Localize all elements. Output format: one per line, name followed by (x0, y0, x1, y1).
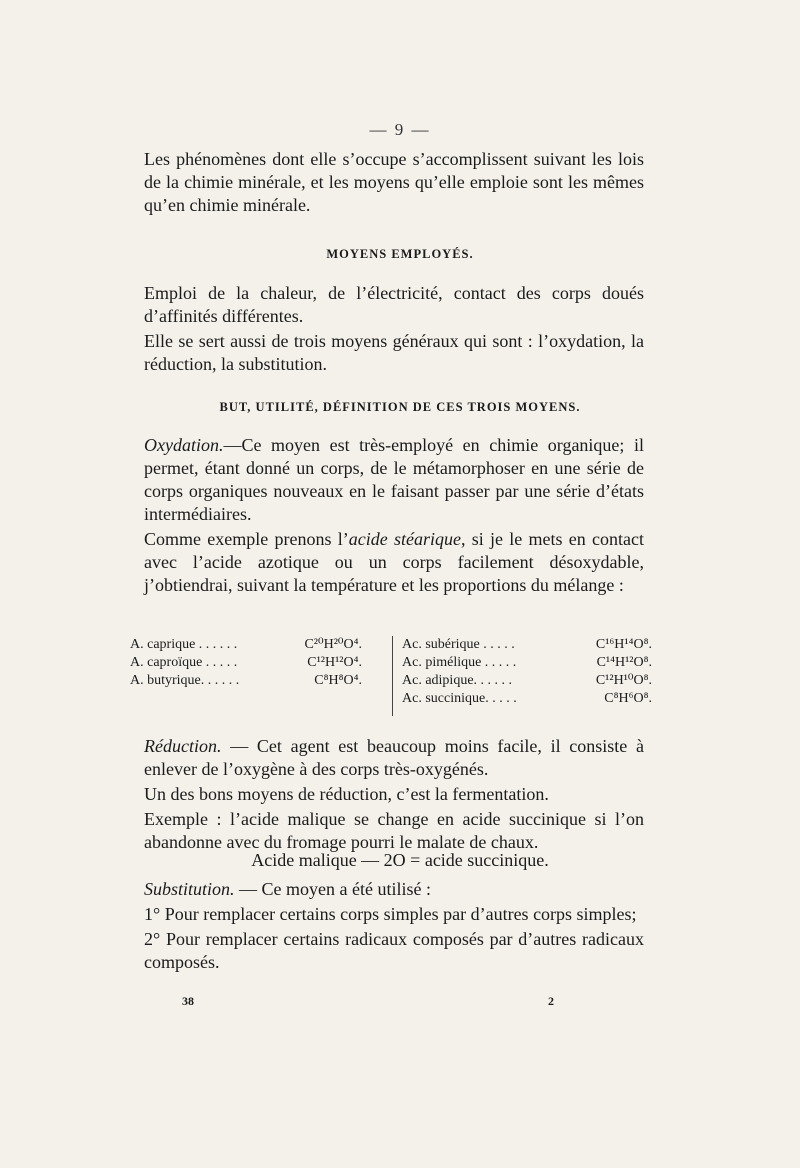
exemple-post: , si je le mets en contact avec l’acide azotique ou un corps facilement désoxydable, j’obtiendrai, suivant la température et les proportions du mélange : (144, 529, 644, 595)
equation-line: Acide malique — 2O = acide succinique. (251, 850, 549, 870)
formula-table (130, 636, 660, 716)
intro-paragraph (144, 148, 644, 217)
substitution-label: Substitution. (144, 879, 235, 899)
formula-row (402, 636, 652, 654)
substitution-section (144, 878, 644, 974)
formula-name: A. caproïque . . . . . (130, 655, 238, 670)
column-divider (392, 636, 393, 716)
reduction-text: — Cet agent est beaucoup moins facile, il consiste à enlever de l’oxygène à des corps très-oxygénés. (144, 736, 644, 779)
signature-number: 38 (182, 994, 194, 1008)
reduction-section (144, 735, 644, 854)
point-1: 1° Pour remplacer certains corps simples par d’autres corps simples; (144, 904, 637, 924)
formula-name: A. caprique . . . . . . (130, 637, 238, 652)
exemple-malique-paragraph: Exemple : l’acide malique se change en acide succinique si l’on abandonne avec du fromage pourri le malate de chaux. (144, 809, 644, 852)
substitution-text: — Ce moyen a été utilisé : (234, 879, 431, 899)
formula-value: C¹²H¹⁰O⁸. (595, 673, 652, 688)
exemple-stearique-paragraph (144, 528, 644, 597)
formula-row (130, 672, 362, 690)
formula-value: C⁸H⁶O⁸. (604, 691, 652, 706)
formula-name: Ac. adipique. . . . . . (402, 673, 513, 688)
formula-row (402, 690, 652, 708)
formula-row (130, 636, 362, 654)
emploi-paragraph: Emploi de la chaleur, de l’électricité, contact des corps doués d’affinités différentes. (144, 283, 644, 326)
intro-text: Les phénomènes dont elle s’occupe s’accomplissent suivant les lois de la chimie minérale, et les moyens qu’elle emploie sont les mêmes qu’en chimie minérale. (144, 149, 644, 215)
acide-stearique: acide stéarique (348, 529, 461, 549)
reduction-paragraph (144, 735, 644, 781)
emploi-section (144, 282, 644, 376)
formula-value: C²⁰H²⁰O⁴. (304, 637, 362, 652)
formula-value: C¹⁴H¹²O⁸. (596, 655, 652, 670)
formula-name: Ac. succinique. . . . . (402, 691, 517, 706)
formula-name: Ac. pimélique . . . . . (402, 655, 517, 670)
formula-value: C⁸H⁸O⁴. (314, 673, 362, 688)
formula-name: A. butyrique. . . . . . (130, 673, 240, 688)
formula-row (130, 654, 362, 672)
sheet-number: 2 (548, 994, 554, 1008)
substitution-paragraph (144, 878, 644, 901)
elle-paragraph: Elle se sert aussi de trois moyens généraux qui sont : l’oxydation, la réduction, la substitution. (144, 331, 644, 374)
oxydation-paragraph (144, 434, 644, 526)
formula-column-left (130, 636, 362, 690)
page-number: — 9 — (369, 120, 431, 139)
formula-name: Ac. subérique . . . . . (402, 637, 515, 652)
formula-value: C¹²H¹²O⁴. (307, 655, 362, 670)
oxydation-section (144, 434, 644, 597)
point-2: 2° Pour remplacer certains radicaux composés par d’autres radicaux composés. (144, 929, 644, 972)
oxydation-text: —Ce moyen est très-employé en chimie organique; il permet, étant donné un corps, de le métamorphoser en une série de corps organiques nouveaux en le faisant passer par une série d’états intermédiaires. (144, 435, 644, 524)
bons-moyens-paragraph: Un des bons moyens de réduction, c’est la fermentation. (144, 784, 549, 804)
formula-row (402, 672, 652, 690)
formula-value: C¹⁶H¹⁴O⁸. (595, 637, 652, 652)
oxydation-label: Oxydation. (144, 435, 224, 455)
heading-but: BUT, UTILITÉ, DÉFINITION DE CES TROIS MOYENS. (219, 400, 581, 414)
formula-row (402, 654, 652, 672)
exemple-pre: Comme exemple prenons l’ (144, 529, 349, 549)
formula-column-right (402, 636, 652, 708)
reduction-label: Réduction. (144, 736, 222, 756)
heading-moyens: MOYENS EMPLOYÉS. (326, 247, 474, 261)
